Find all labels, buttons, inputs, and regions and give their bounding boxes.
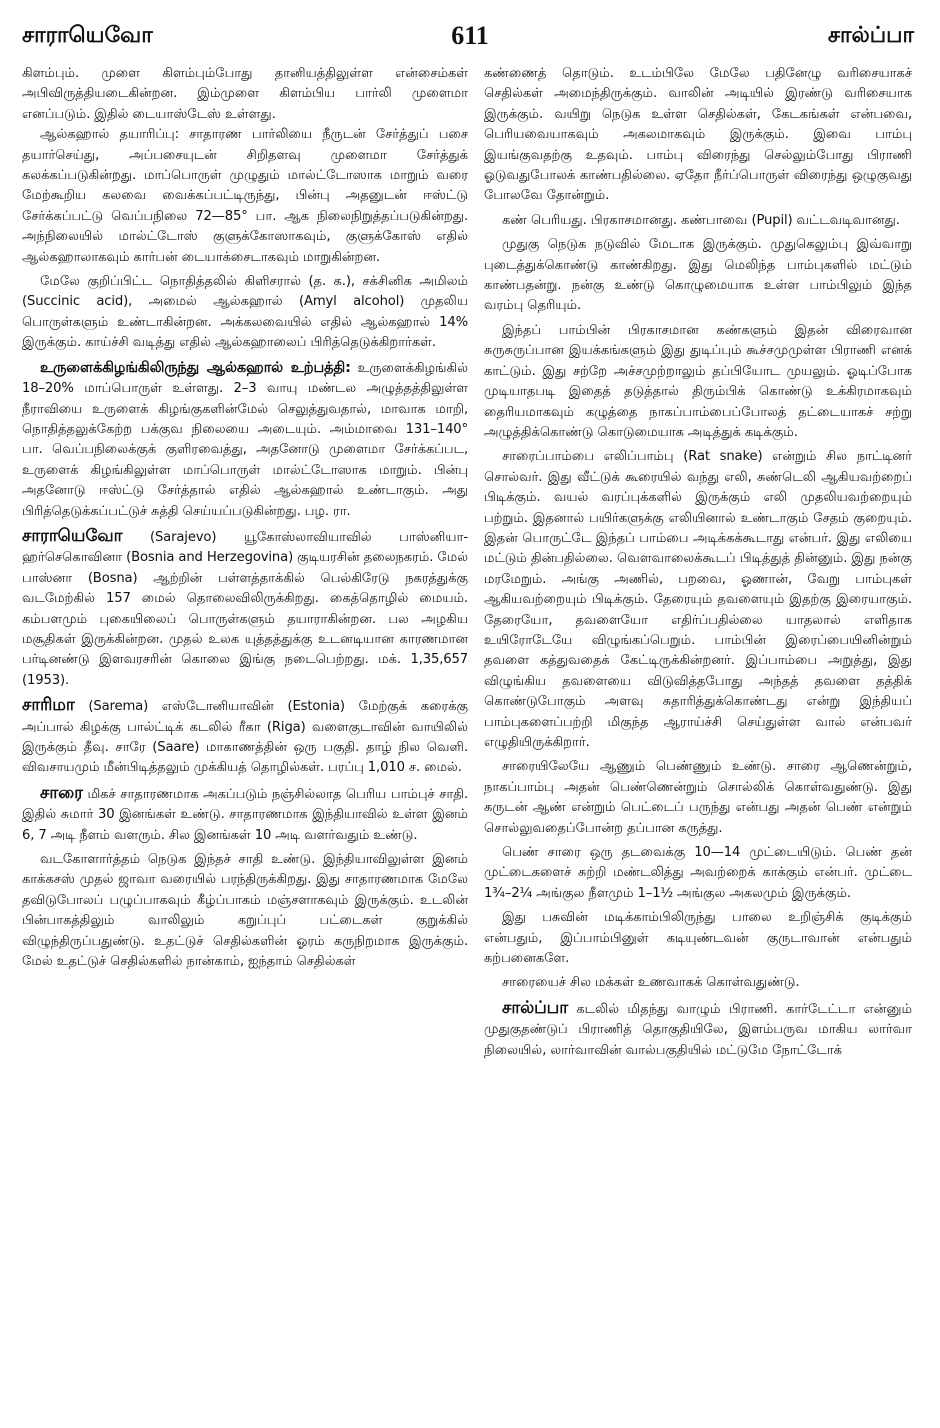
paragraph: இந்தப் பாம்பின் பிரகாசமான கண்களும் இதன் விரைவான சுருசுருப்பான இயக்கங்களும் இது துடிப்பும் கூச்சமுமுள்ள பிராணி எனக் காட்டும். இது சற்றே அச்சமுற்றாலும் தப்பியோட முயலும். ஓடிப்போக முடியாதபடி இதைத் தடுத்தால் திரும்பிக் கொண்டு உக்கிரமாகவும் தைரியமாகவும் கழுத்தை நாகப்பாம்பைப்போலத் தட்டையாகச் சற்று அழுத்திக்கொண்டு கொடுமையாக அடித்துக் கடிக்கும். [484,322,912,440]
entry [484,998,912,1061]
paragraph: வடகோளார்த்தம் நெடுக இந்தச் சாதி உண்டு. இந்தியாவிலுள்ள இனம் காக்கசஸ் முதல் ஜாவா வரையில் பரந்திருக்கிறது. இது சாதாரணமாக மேலே தவிடுபோலப் பழுப்பாகவும் கீழ்ப்பாகம் மஞ்சளாகவும் இருக்கும். உடலின் பின்பாகத்திலும் வாலிலும் கறுப்புப் பட்டைகள் குறுக்கில் விழுந்திருப்பதுண்டு. உதட்டுச் செதில்களின் ஓரம் கருநிறமாக இருக்கும். மேல் உதட்டுச் செதில்களில் நான்காம், ஐந்தாம் செதில்கள் [22,852,468,970]
running-head-left: சாராயெவோ [22,23,153,48]
paragraph: கண் பெரியது. பிரகாசமானது. கண்பாவை (Pupil) வட்டவடிவானது. [502,212,900,228]
paragraph: ஆல்கஹால் தயாரிப்பு: சாதாரண பார்லியை நீருடன் சேர்த்துப் பசை தயார்செய்து, அப்பசையுடன் சிறிதளவு முளைமா சேர்த்துக் கலக்கப்படுகின்றது. மாப்பொருள் முழுதும் மால்ட்டோஸாக மாறும் வரை மேற்கூறிய கலவை வைக்கப்பட்டிருந்து, பின்பு அதனுடன் ஈஸ்ட்டு சேர்க்கப்பட்டு வெப்பநிலை 72—85° பா. ஆக நிலைநிறுத்தப்படுகின்றது. அந்நிலையில் மால்ட்டோஸ் குளுக்கோஸாகவும், குளுக்கோஸ் எதில் ஆல்கஹாலாகவும் கார்பன் டையாக்சைடாகவும் மாறுகின்றன. [22,127,468,265]
paragraph: சாரையைச் சில மக்கள் உணவாகக் கொள்வதுண்டு. [502,975,800,991]
paragraph: கிளம்பும். முளை கிளம்பும்போது தானியத்திலுள்ள என்சைம்கள் அபிவிருத்தியடைகின்றன. இம்முளை கிளம்பிய பார்லி முளைமா எனப்படும். இதில் டையாஸ்டேஸ் உள்ளது. [22,66,468,122]
paragraph: முதுகு நெடுக நடுவில் மேடாக இருக்கும். முதுகெலும்பு இவ்வாறு புடைத்துக்கொண்டு காண்கிறது. இது மெலிந்த பாம்புகளில் மட்டும் காண்பதன்று. நன்கு உண்டு கொழுமையாக உள்ள பாம்பிலும் இந்த வரம்பு தெரியும். [484,237,912,314]
entry [22,526,468,691]
paragraph: இது பசுவின் மடிக்காம்பிலிருந்து பாலை உறிஞ்சிக் குடிக்கும் என்பதும், இப்பாம்பினுள் கடியுண்டவன் குருடாவான் என்பதும் கற்பனைகளே. [484,910,912,967]
running-head-right: சால்ப்பா [827,23,914,48]
entry-text: கடலில் மிதந்து வாழும் பிராணி. கார்டேட்டா என்னும் முதுகுதண்டுப் பிராணித் தொகுதியிலே, இளம்பருவ மாகிய லார்வா நிலையில், லார்வாவின் வால்பகுதியில் மட்டுமே நோட்டோக் [484,1001,912,1058]
entry-text: மிகச் சாதாரணமாக அகப்படும் நஞ்சில்லாத பெரிய பாம்புச் சாதி. இதில் சுமார் 30 இனங்கள் உண்டு. சாதாரணமாக இந்தியாவில் உள்ள இனம் 6, 7 அடி நீளம் வளரும். சில இனங்கள் 10 அடி வளர்வதும் உண்டு. [22,786,468,843]
paragraph: கண்ணைத் தொடும். உடம்பிலே மேலே பதினேழு வரிசையாகச் செதில்கள் அமைந்திருக்கும். வாலின் அடியில் இரண்டு வரிசையாக இருக்கும். வயிறு நெடுக உள்ள செதில்கள், கேடகங்கள் என்பவை, பெரியவையாகவும் அகலமாகவும் இருக்கும். இவை பாம்பு இயங்குவதற்கு உதவும். பாம்பு விரைந்து செல்லும்போது பிராணி ஓடுவதுபோலக் காண்பதில்லை. ஏதோ நீர்ப்பொருள் விரைந்து ஒழுகுவது போலவே தோன்றும். [484,66,912,204]
paragraph: மேலே குறிப்பிட்ட நொதித்தலில் கிளிசரால் (த. க.), சக்சினிக அமிலம் (Succinic acid), அமைல் ஆல்கஹால் (Amyl alcohol) முதலிய பொருள்களும் உண்டாகின்றன. அக்கலவையில் எதில் ஆல்கஹால் 14% இருக்கும். காய்ச்சி வடித்து எதில் ஆல்கஹாலைப் பிரித்தெடுக்கிறார்கள். [22,274,468,351]
page-number: 611 [451,21,489,50]
entry-headword: சாரை [40,782,83,803]
right-column [484,64,912,1061]
entry-headword: சாராயெவோ [22,525,123,546]
entry [22,695,468,779]
paragraph-text: உருளைக்கிழங்கில் 18–20% மாப்பொருள் உள்ளது. 2–3 வாயு மண்டல அழுத்தத்திலுள்ள நீராவியை உருளைக் கிழங்குகளின்மேல் செலுத்துவதால், மாவாக மாறி, நொதித்தலுக்கேற்ற பக்குவ நிலையை அடையும். அம்மாவை 131–140° பா. வெப்பநிலைக்குக் குளிரவைத்து, அதனோடு முளைமா சேர்க்கப்பட, உருளைக் கிழங்கிலுள்ள மாப்பொருள் மால்ட்டோஸாக மாறும். பின்பு அதனோடு ஈஸ்ட்டு சேர்த்தால் எதில் ஆல்கஹால் உண்டாகும். அது பிரித்தெடுக்கப்பட்டுச் சுத்தி செய்யப்படுகின்றது. பழ. ரா. [22,360,468,519]
paragraph: சாரையிலேயே ஆணும் பெண்ணும் உண்டு. சாரை ஆணென்றும், நாகப்பாம்பு அதன் பெண்ணென்றும் சொல்லிக் கொள்வதுண்டு. இது கருடன் ஆண் என்றும் பெட்டைப் பருந்து என்பது அதன் பெண் என்றும் சொல்லுவதைப்போன்ற தப்பான கருத்து. [484,759,912,836]
entry-headword: சாரிமா [22,695,75,716]
paragraph: பெண் சாரை ஒரு தடவைக்கு 10—14 முட்டையிடும். பெண் தன் முட்டைகளைச் சுற்றி மண்டலித்து அவற்றைக் காக்கும் என்பர். முட்டை 1¾–2¼ அங்குல நீளமும் 1–1½ அங்குல அகலமும் இருக்கும். [484,845,912,901]
entry [22,783,468,846]
entry-text: (Sarajevo) யூகோஸ்லாவியாவில் பாஸ்னியா-ஹர்செகொவினா (Bosnia and Herzegovina) குடியரசின் தலைநகரம். மேல் பாஸ்னா (Bosna) ஆற்றின் பள்ளத்தாக்கில் பெல்கிரேடு நகரத்துக்கு வடமேற்கில் 157 மைல் தொலைவிலிருக்கிறது. கைத்தொழில் மையம். கம்பளமும் புகையிலைப் பொருள்களும் தயாராகின்றன. பல அழகிய மசூதிகள் இருக்கின்றன. முதல் உலக யுத்தத்துக்கு உடனடியான காரணமான பர்டினண்டு இளவரசரின் கொலை இங்கு நடைபெற்றது. மக். 1,35,657 (1953). [22,529,469,688]
entry-text: (Sarema) எஸ்டோனியாவின் (Estonia) மேற்குக் கரைக்கு அப்பால் கிழக்கு பால்ட்டிக் கடலில் ரீகா (Riga) வளைகுடாவின் வாயிலில் இருக்கும் தீவு. சாரே (Saare) மாகாணத்தின் ஒரு பகுதி. தாழ் நில வெளி. விவசாயமும் மீன்பிடித்தலும் முக்கியத் தொழில்கள். பரப்பு 1,010 ச. மைல். [22,699,468,776]
section-heading: உருளைக்கிழங்கிலிருந்து ஆல்கஹால் உற்பத்தி: [40,359,351,376]
left-column [22,64,468,972]
entry-headword: சால்ப்பா [502,997,568,1018]
paragraph: சாரைப்பாம்பை எலிப்பாம்பு (Rat snake) என்றும் சில நாட்டினர் சொல்வர். இது வீட்டுக் கூரையில் வந்து எலி, சுண்டெலி ஆகியவற்றைப் பிடிக்கும். வயல் வரப்புக்களில் இருக்கும் எலி முதலியவற்றையும் பற்றும். இதனால் பயிர்களுக்கு எலியினால் உண்டாகும் சேதம் குறையும். இதன் பொருட்டே இந்தப் பாம்பை அடிக்கக்கூடாது என்பர். இது எலியை மட்டும் தின்பதில்லை. வௌவாலைக்கூடப் பிடித்துத் தின்னும். இது நன்கு மரமேறும். அங்கு அணில், பறவை, ஓணான், வேறு பாம்புகள் ஆகியவற்றையும் பிடிக்கும். தேரையும் தவளையும் இதற்கு இரையாகும். தேரையோ, தவளையோ எதிர்ப்பதில்லை யாதலால் எளிதாக உயிரோடேயே விழுங்கப்பெறும். பாம்பின் இரைப்பையினின்றும் தவளை கத்துவதைக் கேட்டிருக்கின்றனர். இப்பாம்பை அறுத்து, இது விழுங்கிய தவளையை விடுவித்தபோது அந்தத் தவளை தத்திக் கொண்டுபோகும் அளவு சுதாரித்துக்கொண்டது என்று இந்தியப் பாம்புகளைப்பற்றி மிகுந்த ஆராய்ச்சி செய்துள்ள வால் என்பவர் எழுதியிருக்கிறார். [484,449,912,750]
paragraph [22,358,468,522]
